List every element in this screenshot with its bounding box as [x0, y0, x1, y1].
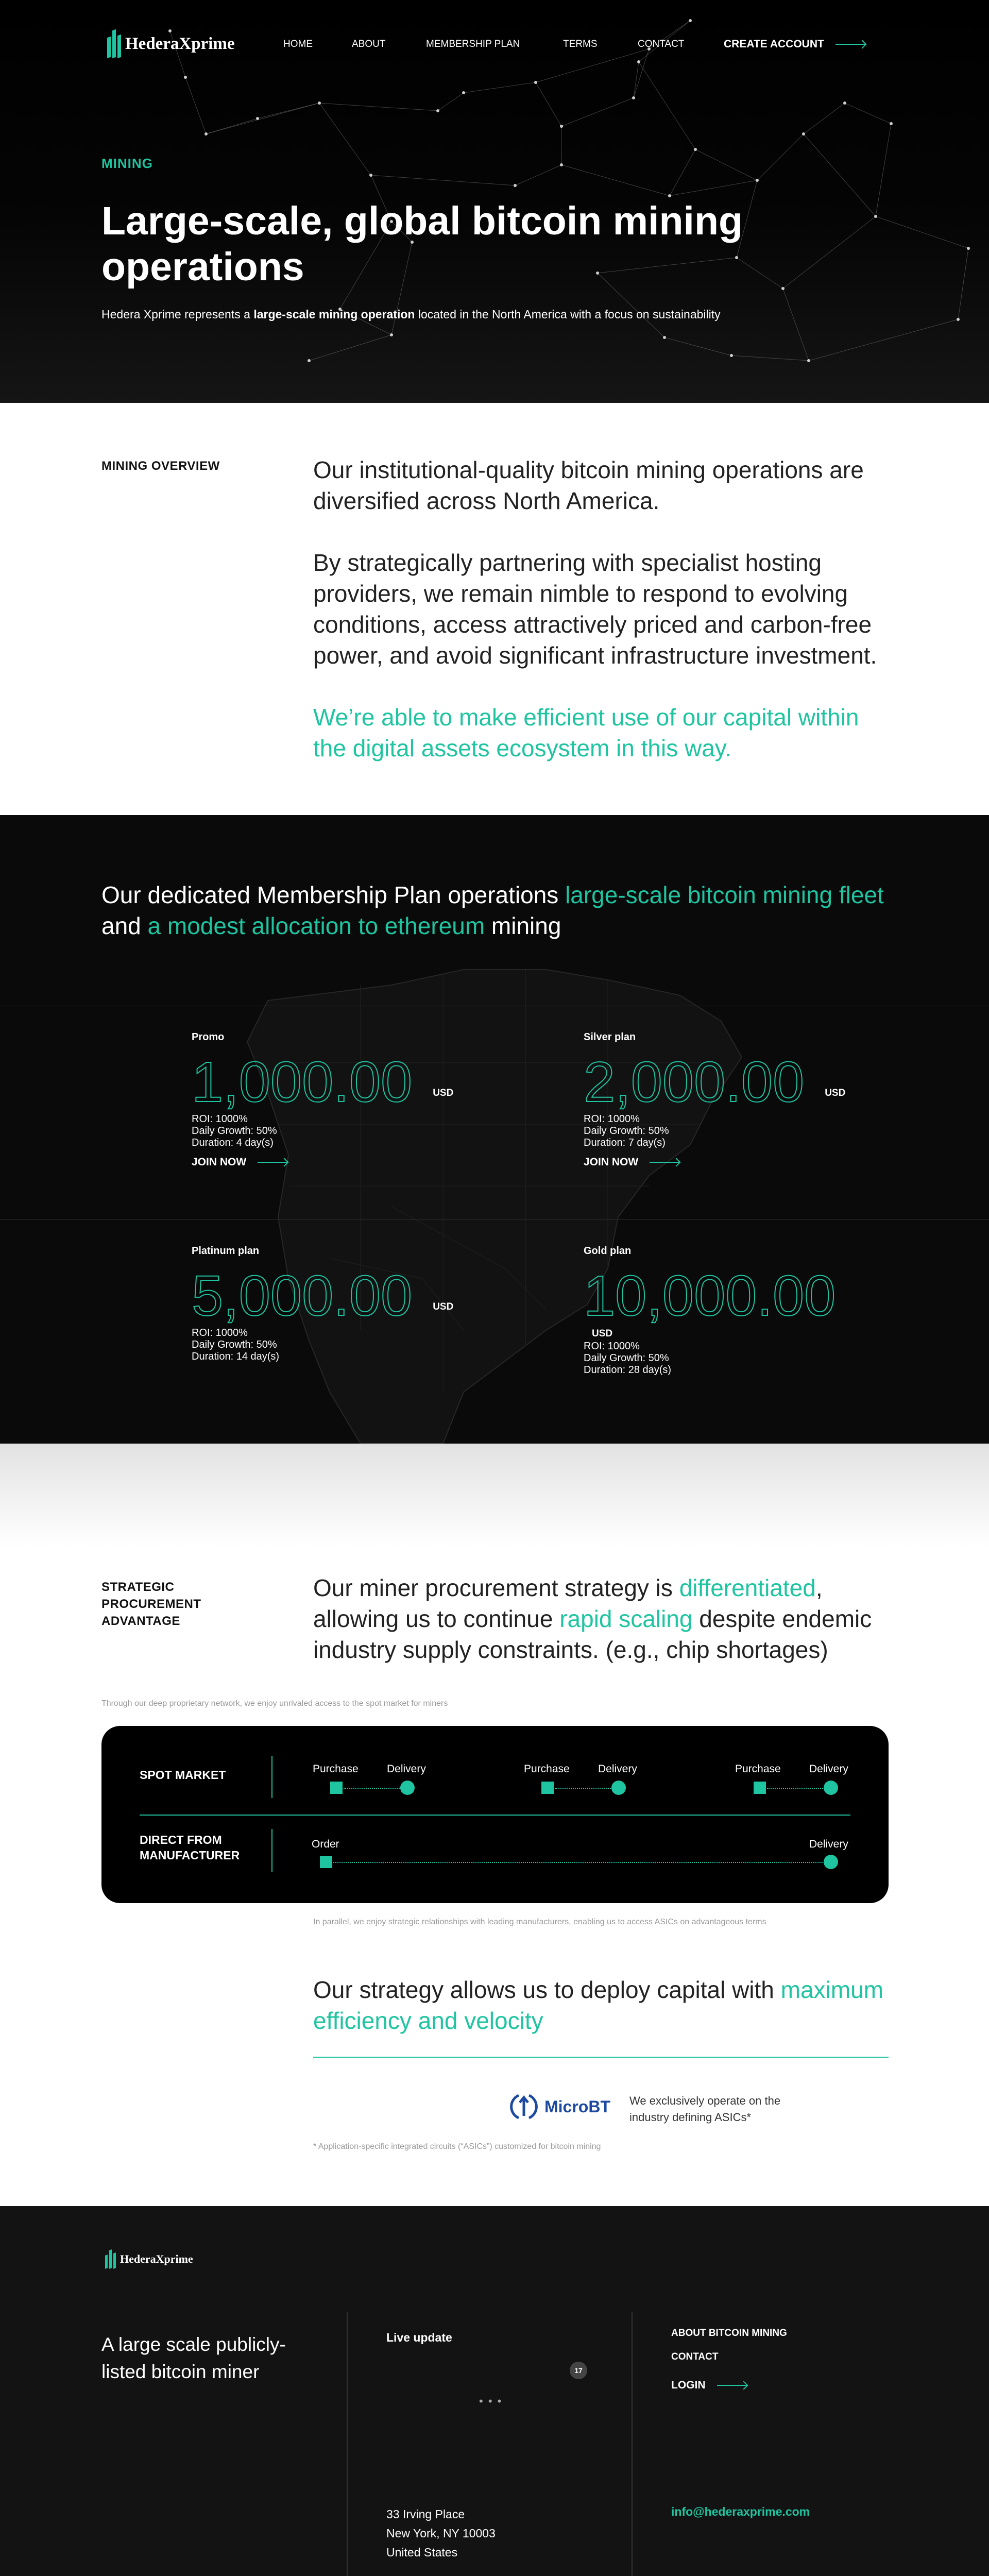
divider	[271, 1829, 272, 1872]
address-line-3: United States	[386, 2546, 458, 2559]
hero-title: Large-scale, global bitcoin mining operations	[101, 199, 743, 289]
network-line	[783, 289, 809, 361]
procurement-note-mid: In parallel, we enjoy strategic relationships with leading manufacturers, enabling us to access ASICs on advantageous terms	[313, 1918, 766, 1926]
network-line	[634, 49, 649, 98]
brand-name: HederaXprime	[120, 2252, 193, 2265]
arrow-right-icon	[258, 1162, 287, 1163]
footer-link-contact[interactable]: CONTACT	[671, 2351, 719, 2362]
network-line	[561, 98, 634, 126]
plan-currency: USD	[592, 1328, 613, 1339]
procurement-flow-panel	[101, 1726, 889, 1903]
dotted-connector	[555, 1788, 612, 1789]
network-line	[695, 149, 757, 180]
network-line	[876, 216, 968, 248]
lead-1: Our miner procurement strategy is	[313, 1574, 679, 1601]
login-label: LOGIN	[671, 2379, 706, 2391]
nav-terms[interactable]: TERMS	[563, 39, 598, 49]
network-node	[756, 179, 759, 182]
network-line	[804, 103, 845, 134]
join-now-label: JOIN NOW	[192, 1156, 247, 1168]
network-node	[663, 336, 666, 339]
network-node	[843, 101, 846, 105]
network-node	[967, 247, 970, 250]
spot-market-label: SPOT MARKET	[140, 1768, 226, 1782]
divider	[140, 1815, 850, 1816]
order-label: Order	[312, 1838, 339, 1850]
footer-link-about-bitcoin-mining[interactable]: ABOUT BITCOIN MINING	[671, 2328, 787, 2338]
lead-4: rapid scaling	[559, 1605, 693, 1632]
network-line	[670, 149, 695, 196]
plan-growth: Daily Growth: 50%	[584, 1125, 669, 1137]
plan-duration: Duration: 7 day(s)	[584, 1137, 666, 1148]
membership-h-4: a modest allocation to ethereum	[147, 912, 485, 939]
notification-badge: 17	[570, 2362, 587, 2379]
plan-duration: Duration: 28 day(s)	[584, 1364, 672, 1376]
plan-growth: Daily Growth: 50%	[192, 1339, 277, 1350]
footer-tagline: A large scale publicly-listed bitcoin miner	[101, 2334, 286, 2382]
order-marker	[320, 1856, 332, 1868]
asic-statement: We exclusively operate on the industry defining ASICs*	[629, 2094, 781, 2124]
membership-h-3: and	[101, 912, 148, 939]
delivery-label: Delivery	[809, 1763, 848, 1775]
plan-name: Promo	[192, 1031, 225, 1043]
lead-2: differentiated	[679, 1574, 816, 1601]
network-line	[309, 335, 391, 361]
network-line	[319, 103, 371, 175]
grid-line	[0, 1219, 989, 1220]
arrow-right-icon	[835, 44, 865, 45]
membership-heading	[101, 879, 905, 941]
purchase-label: Purchase	[735, 1763, 781, 1775]
divider	[313, 2057, 889, 2058]
network-node	[560, 125, 563, 128]
footer-email-link[interactable]: info@hederaxprime.com	[671, 2505, 810, 2518]
dotted-connector	[767, 1788, 825, 1789]
strat-1: Our strategy allows us to deploy capital with	[313, 1976, 781, 2003]
mining-overview-section	[0, 403, 989, 815]
plan-growth: Daily Growth: 50%	[192, 1125, 277, 1137]
network-node	[514, 184, 517, 187]
plan-card-promo	[192, 1031, 453, 1168]
network-line	[783, 216, 876, 289]
membership-h-1: Our dedicated Membership Plan operations	[101, 882, 566, 908]
microbt-icon	[507, 2090, 540, 2123]
network-node	[781, 287, 785, 290]
delivery-label: Delivery	[387, 1763, 426, 1775]
logo-mark-icon	[105, 2250, 116, 2268]
divider	[271, 1756, 272, 1798]
network-node	[632, 96, 635, 99]
strat-2: maximum efficiency and velocity	[313, 1976, 883, 2034]
nav-contact[interactable]: CONTACT	[638, 39, 685, 49]
network-line	[464, 82, 536, 93]
loading-dots-icon: • • •	[479, 2395, 503, 2408]
join-now-button[interactable]	[192, 1156, 453, 1168]
network-line	[876, 124, 891, 216]
delivery-marker	[824, 1855, 838, 1869]
network-line	[634, 62, 639, 98]
network-line	[845, 103, 891, 124]
network-node	[436, 109, 439, 112]
network-node	[730, 354, 733, 357]
create-account-label: CREATE ACCOUNT	[724, 38, 824, 50]
overview-paragraph-2: By strategically partnering with specialist hosting providers, we remain nimble to respond to evolving conditions, access attractively priced and carbon-free power, and avoid significant infrastructure investment.	[313, 549, 877, 669]
logo-mark-icon	[107, 30, 121, 58]
procurement-label-line-3: ADVANTAGE	[101, 1614, 180, 1628]
join-now-button[interactable]	[584, 1156, 845, 1168]
membership-h-2: large-scale bitcoin mining fleet	[565, 882, 884, 908]
overview-label: MINING OVERVIEW	[101, 459, 220, 473]
footer-address	[386, 2505, 496, 2562]
lead-5: despite endemic industry supply constraints. (e.g., chip shortages)	[313, 1605, 872, 1663]
direct-label-line-2: MANUFACTURER	[140, 1849, 240, 1862]
network-line	[371, 175, 515, 185]
procurement-label	[101, 1579, 201, 1630]
direct-manufacturer-label	[140, 1832, 240, 1863]
plan-currency: USD	[825, 1088, 846, 1098]
network-line	[958, 248, 968, 319]
network-node	[560, 163, 563, 166]
network-node	[204, 132, 208, 135]
network-line	[515, 165, 561, 185]
lead-3: , allowing us to continue	[313, 1574, 823, 1632]
asic-footnote: * Application-specific integrated circuits (“ASICs”) customized for bitcoin mining	[313, 2142, 601, 2151]
nav-membership-plan[interactable]: MEMBERSHIP PLAN	[426, 39, 520, 49]
brand-logo[interactable]	[107, 30, 235, 58]
network-node	[890, 122, 893, 125]
create-account-button[interactable]	[724, 38, 865, 50]
nav-about[interactable]: ABOUT	[352, 39, 386, 49]
brand-name: HederaXprime	[125, 34, 235, 53]
purchase-marker	[541, 1782, 554, 1794]
hero-sub-pre: Hedera Xprime represents a	[101, 308, 254, 321]
membership-section	[0, 815, 989, 1444]
network-node	[637, 60, 640, 63]
plan-currency: USD	[433, 1088, 454, 1098]
overview-paragraph-3: We’re able to make efficient use of our capital within the digital assets ecosystem in this way.	[313, 704, 859, 761]
footer-login-button[interactable]	[671, 2379, 747, 2392]
delivery-marker	[824, 1781, 838, 1795]
purchase-label: Purchase	[313, 1763, 359, 1775]
plan-name: Silver plan	[584, 1031, 636, 1043]
network-line	[804, 134, 876, 216]
plan-roi: ROI: 1000%	[192, 1113, 248, 1125]
network-line	[536, 49, 649, 82]
direct-label-line-1: DIRECT FROM	[140, 1833, 222, 1846]
plan-amount: 5,000.00	[192, 1264, 413, 1328]
hero-section	[0, 0, 989, 403]
network-node	[689, 19, 692, 22]
hero-subtitle	[101, 308, 721, 321]
hero-sub-bold: large-scale mining operation	[253, 308, 415, 321]
network-node	[694, 148, 697, 151]
plan-roi: ROI: 1000%	[584, 1341, 640, 1352]
hero-sub-post: located in the North America with a focus on sustainability	[415, 308, 721, 321]
microbt-name: MicroBT	[544, 2097, 610, 2116]
network-line	[185, 77, 206, 134]
dotted-connector	[333, 1862, 825, 1863]
procurement-section	[0, 1444, 989, 2206]
address-line-2: New York, NY 10003	[386, 2527, 496, 2540]
overview-paragraph-1: Our institutional-quality bitcoin mining operations are diversified across North America.	[313, 456, 864, 514]
procurement-note-top: Through our deep proprietary network, we enjoy unrivaled access to the spot market for miners	[101, 1699, 448, 1708]
network-node	[462, 91, 465, 94]
network-line	[757, 134, 804, 180]
network-line	[206, 103, 319, 134]
network-node	[534, 81, 537, 84]
plan-amount: 10,000.00	[584, 1264, 836, 1328]
nav-home[interactable]: HOME	[283, 39, 313, 49]
network-line	[809, 319, 958, 361]
plan-roi: ROI: 1000%	[584, 1113, 640, 1125]
live-update-heading: Live update	[386, 2331, 452, 2344]
divider	[347, 2312, 348, 2576]
purchase-marker	[754, 1782, 766, 1794]
procurement-label-line-1: STRATEGIC	[101, 1580, 175, 1594]
dotted-connector	[344, 1788, 401, 1789]
delivery-marker	[611, 1781, 626, 1795]
membership-h-5: mining	[485, 912, 561, 939]
footer-logo[interactable]	[105, 2250, 193, 2268]
network-line	[536, 82, 561, 126]
network-node	[957, 318, 960, 321]
hero-kicker: MINING	[101, 156, 153, 171]
purchase-label: Purchase	[524, 1763, 570, 1775]
site-footer	[0, 2206, 989, 2576]
network-node	[369, 174, 372, 177]
network-line	[731, 355, 809, 361]
plan-amount: 1,000.00	[192, 1050, 413, 1114]
arrow-right-icon	[650, 1162, 679, 1163]
network-node	[802, 132, 805, 135]
plan-duration: Duration: 4 day(s)	[192, 1137, 274, 1148]
network-line	[319, 103, 438, 111]
network-node	[807, 359, 810, 362]
network-line	[670, 180, 757, 196]
network-node	[318, 101, 321, 105]
delivery-marker	[400, 1781, 415, 1795]
network-node	[668, 194, 671, 197]
purchase-marker	[330, 1782, 343, 1794]
network-line	[639, 62, 695, 149]
delivery-label: Delivery	[809, 1838, 848, 1850]
network-line	[664, 337, 731, 355]
divider	[632, 2312, 633, 2576]
plan-growth: Daily Growth: 50%	[584, 1352, 669, 1364]
plan-card-silver	[584, 1031, 845, 1168]
network-node	[390, 333, 393, 336]
arrow-right-icon	[717, 2385, 747, 2386]
network-node	[874, 215, 877, 218]
plan-roi: ROI: 1000%	[192, 1327, 248, 1338]
delivery-label: Delivery	[598, 1763, 637, 1775]
procurement-label-line-2: PROCUREMENT	[101, 1597, 201, 1611]
plan-name: Gold plan	[584, 1245, 632, 1257]
network-node	[308, 359, 311, 362]
procurement-lead	[313, 1572, 890, 1665]
network-line	[438, 93, 464, 111]
microbt-logo	[507, 2090, 610, 2123]
network-line	[561, 165, 670, 196]
join-now-label: JOIN NOW	[584, 1156, 639, 1168]
plan-name: Platinum plan	[192, 1245, 260, 1257]
address-line-1: 33 Irving Place	[386, 2507, 465, 2521]
plan-currency: USD	[433, 1301, 454, 1312]
plan-card-platinum	[192, 1245, 453, 1363]
network-node	[184, 76, 187, 79]
network-node	[256, 117, 259, 120]
strategy-statement	[313, 1974, 890, 2036]
plan-amount: 2,000.00	[584, 1050, 805, 1114]
plan-duration: Duration: 14 day(s)	[192, 1351, 280, 1362]
plan-card-gold	[584, 1245, 835, 1376]
